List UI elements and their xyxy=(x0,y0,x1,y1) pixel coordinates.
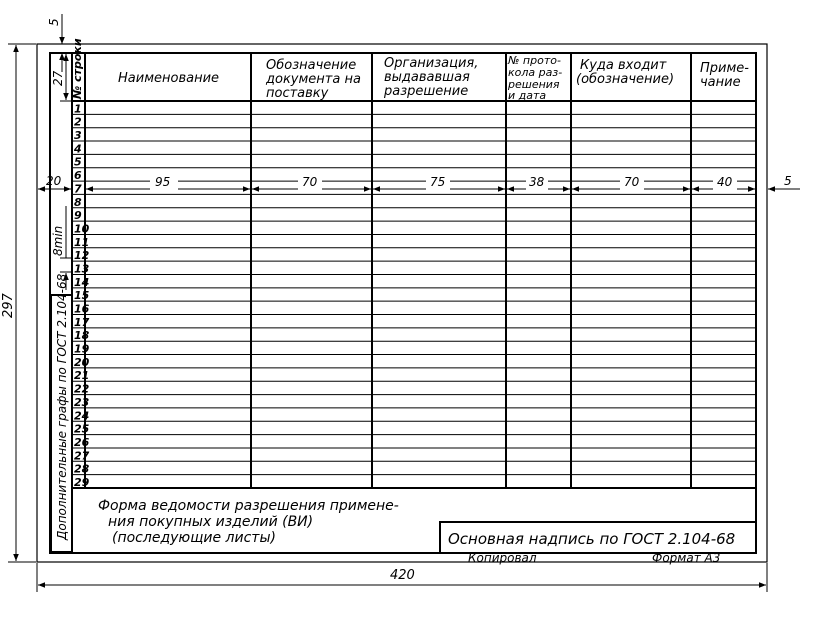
column-header-organization-line-3: разрешение xyxy=(384,84,469,99)
column-header-note-line-1: Приме- xyxy=(700,61,749,76)
column-header-organization-line-2: выдававшая xyxy=(384,70,470,85)
row-number: 27 xyxy=(74,449,90,463)
col-width-75: 75 xyxy=(430,175,446,189)
row-number: 15 xyxy=(74,289,90,303)
column-header-protocol-line-3: решения xyxy=(508,78,560,91)
row-height-label: 8min xyxy=(51,225,65,256)
right-margin-label: 5 xyxy=(784,174,792,188)
row-number: 23 xyxy=(74,395,90,409)
row-number: 25 xyxy=(74,422,90,436)
row-number: 4 xyxy=(74,142,82,156)
column-lines xyxy=(85,53,691,488)
row-number: 17 xyxy=(74,315,90,329)
col-width-95: 95 xyxy=(155,175,171,189)
row-number: 8 xyxy=(74,195,82,209)
row-number: 26 xyxy=(74,435,90,449)
additional-columns-label: Дополнительные графы по ГОСТ 2.104-68 xyxy=(55,273,69,540)
table-outline xyxy=(72,53,756,488)
sheet-height-label: 297 xyxy=(1,293,16,318)
row-number: 7 xyxy=(74,182,82,196)
row-number: 13 xyxy=(74,262,90,276)
row-number: 29 xyxy=(74,476,90,489)
row-number: 20 xyxy=(74,355,90,369)
column-header-enters-into-line-2: (обозначение) xyxy=(576,72,675,87)
row-number: 6 xyxy=(74,169,82,183)
row-number: 9 xyxy=(74,209,82,223)
column-header-protocol-line-2: кола раз- xyxy=(508,66,563,79)
sheet-width-label: 420 xyxy=(390,568,415,583)
column-width-labels xyxy=(150,175,737,190)
row-lines xyxy=(72,114,756,474)
header-height-label: 27 xyxy=(51,70,65,86)
outer-sheet-border xyxy=(37,44,767,562)
column-header-protocol-line-1: № прото- xyxy=(508,54,561,67)
row-number: 1 xyxy=(74,102,82,116)
row-number: 12 xyxy=(74,249,90,263)
row-number: 24 xyxy=(74,409,90,423)
column-header-designation-line-2: документа на xyxy=(266,72,361,87)
footer-format: Формат А3 xyxy=(652,551,721,565)
left-margin-label: 20 xyxy=(46,174,62,188)
form-title-line-3: (последующие листы) xyxy=(112,530,276,546)
column-header-protocol-line-4: и дата xyxy=(508,89,547,102)
col-width-70-a: 70 xyxy=(302,175,318,189)
column-header-organization-line-1: Организация, xyxy=(384,56,479,71)
row-number: 10 xyxy=(74,222,90,236)
row-number: 11 xyxy=(74,235,90,249)
title-block-label: Основная надпись по ГОСТ 2.104-68 xyxy=(448,530,736,548)
row-number: 21 xyxy=(74,369,90,383)
column-headers xyxy=(118,54,749,102)
row-number: 5 xyxy=(74,155,82,169)
footer-copied: Копировал xyxy=(468,551,537,565)
row-number: 28 xyxy=(74,462,90,476)
row-number: 16 xyxy=(74,302,90,316)
row-number: 19 xyxy=(74,342,90,356)
row-number-header: № строки xyxy=(71,38,84,99)
col-width-40: 40 xyxy=(717,175,733,189)
column-header-note-line-2: чание xyxy=(700,75,741,90)
column-header-enters-into-line-1: Куда входит xyxy=(580,58,667,73)
col-width-70-b: 70 xyxy=(624,175,640,189)
row-numbers xyxy=(73,102,90,489)
top-margin-label: 5 xyxy=(47,18,61,26)
col-width-38: 38 xyxy=(529,175,545,189)
row-number: 14 xyxy=(74,275,90,289)
column-header-designation-line-3: поставку xyxy=(266,86,329,101)
column-header-designation-line-1: Обозначение xyxy=(266,58,357,73)
form-title-line-1: Форма ведомости разрешения примене- xyxy=(98,498,399,514)
column-header-name: Наименование xyxy=(118,71,220,86)
row-number: 18 xyxy=(74,329,90,343)
row-number: 22 xyxy=(74,382,90,396)
row-number: 2 xyxy=(74,115,82,129)
row-number: 3 xyxy=(74,129,82,143)
form-title-line-2: ния покупных изделий (ВИ) xyxy=(108,514,314,530)
